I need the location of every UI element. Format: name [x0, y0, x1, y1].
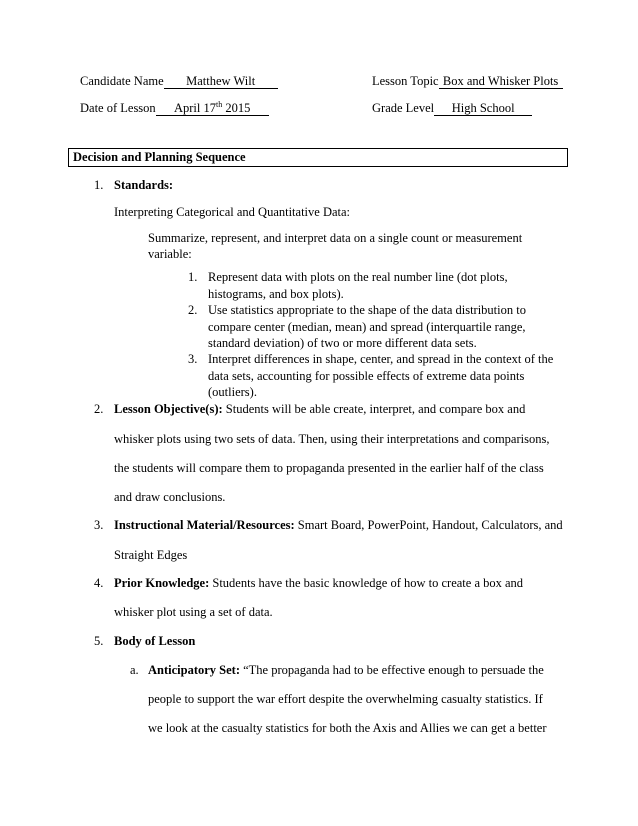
topic-label: Lesson Topic — [372, 74, 439, 88]
date-value-suffix: th — [216, 99, 223, 109]
date-label: Date of Lesson — [80, 101, 156, 115]
prior-knowledge-line1 — [114, 576, 523, 591]
candidate-label: Candidate Name — [80, 74, 164, 88]
candidate-value: Matthew Wilt — [164, 75, 278, 89]
section-title-box — [68, 148, 568, 167]
objectives-line4: and draw conclusions. — [114, 490, 226, 504]
date-value — [156, 99, 269, 116]
anticipatory-set-line3: we look at the casualty statistics for both the Axis and Allies we can get a better — [148, 721, 547, 735]
sub-item-1-line1: Represent data with plots on the real number line (dot plots, — [208, 270, 508, 284]
prior-knowledge-title: Prior Knowledge: — [114, 576, 210, 590]
grade-value: High School — [434, 102, 532, 116]
materials-line1 — [114, 518, 563, 533]
lesson-topic-field — [372, 74, 563, 89]
objectives-title: Lesson Objective(s): — [114, 402, 223, 416]
materials-title: Instructional Material/Resources: — [114, 518, 295, 532]
sub-item-2-line1: Use statistics appropriate to the shape of the data distribution to — [208, 303, 526, 317]
date-value-year: 2015 — [222, 101, 251, 115]
sub-item-2-line2: compare center (median, mean) and spread (interquartile range, — [208, 320, 526, 334]
sub-item-letter-a: a. — [130, 663, 139, 677]
anticipatory-set-line1 — [148, 663, 544, 678]
anticipatory-set-text: “The propaganda had to be effective enough to persuade the — [240, 663, 544, 677]
objectives-line1 — [114, 402, 525, 417]
date-of-lesson-field — [80, 101, 269, 116]
sub-item-2-line3: standard deviation) of two or more different data sets. — [208, 336, 477, 350]
sub-item-3-line2: data sets, accounting for possible effects of extreme data points — [208, 369, 525, 383]
sub-item-1-line2: histograms, and box plots). — [208, 287, 344, 301]
sub-item-number-1: 1. — [188, 270, 198, 284]
materials-text: Smart Board, PowerPoint, Handout, Calculators, and — [294, 518, 563, 532]
date-value-main: April 17 — [173, 101, 216, 115]
item-number-4: 4. — [94, 576, 104, 590]
standards-description-line2: variable: — [148, 247, 192, 261]
anticipatory-set-line2: people to support the war effort despite the overwhelming casualty statistics. If — [148, 692, 543, 706]
materials-line2: Straight Edges — [114, 548, 188, 562]
item-number-1: 1. — [94, 178, 104, 192]
prior-knowledge-text: Students have the basic knowledge of how to create a box and — [209, 576, 524, 590]
objectives-text: Students will be able create, interpret, and compare box and — [222, 402, 526, 416]
standards-title: Standards: — [114, 178, 174, 192]
item-number-3: 3. — [94, 518, 104, 532]
objectives-line2: whisker plots using two sets of data. Then, using their interpretations and comparisons, — [114, 432, 550, 446]
item-number-5: 5. — [94, 634, 104, 648]
objectives-line3: the students will compare them to propaganda presented in the earlier half of the class — [114, 461, 544, 475]
standards-subtitle: Interpreting Categorical and Quantitative Data: — [114, 205, 351, 219]
grade-level-field — [372, 101, 532, 116]
candidate-name-field — [80, 74, 278, 89]
sub-item-3-line1: Interpret differences in shape, center, and spread in the context of the — [208, 352, 554, 366]
sub-item-number-3: 3. — [188, 352, 198, 366]
section-title: Decision and Planning Sequence — [73, 150, 246, 164]
anticipatory-set-title: Anticipatory Set: — [148, 663, 240, 677]
grade-label: Grade Level — [372, 101, 435, 115]
topic-value: Box and Whisker Plots — [439, 75, 563, 89]
sub-item-3-line3: (outliers). — [208, 385, 257, 399]
item-number-2: 2. — [94, 402, 104, 416]
prior-knowledge-line2: whisker plot using a set of data. — [114, 605, 273, 619]
sub-item-number-2: 2. — [188, 303, 198, 317]
body-of-lesson-title: Body of Lesson — [114, 634, 196, 648]
standards-description-line1: Summarize, represent, and interpret data on a single count or measurement — [148, 231, 523, 245]
